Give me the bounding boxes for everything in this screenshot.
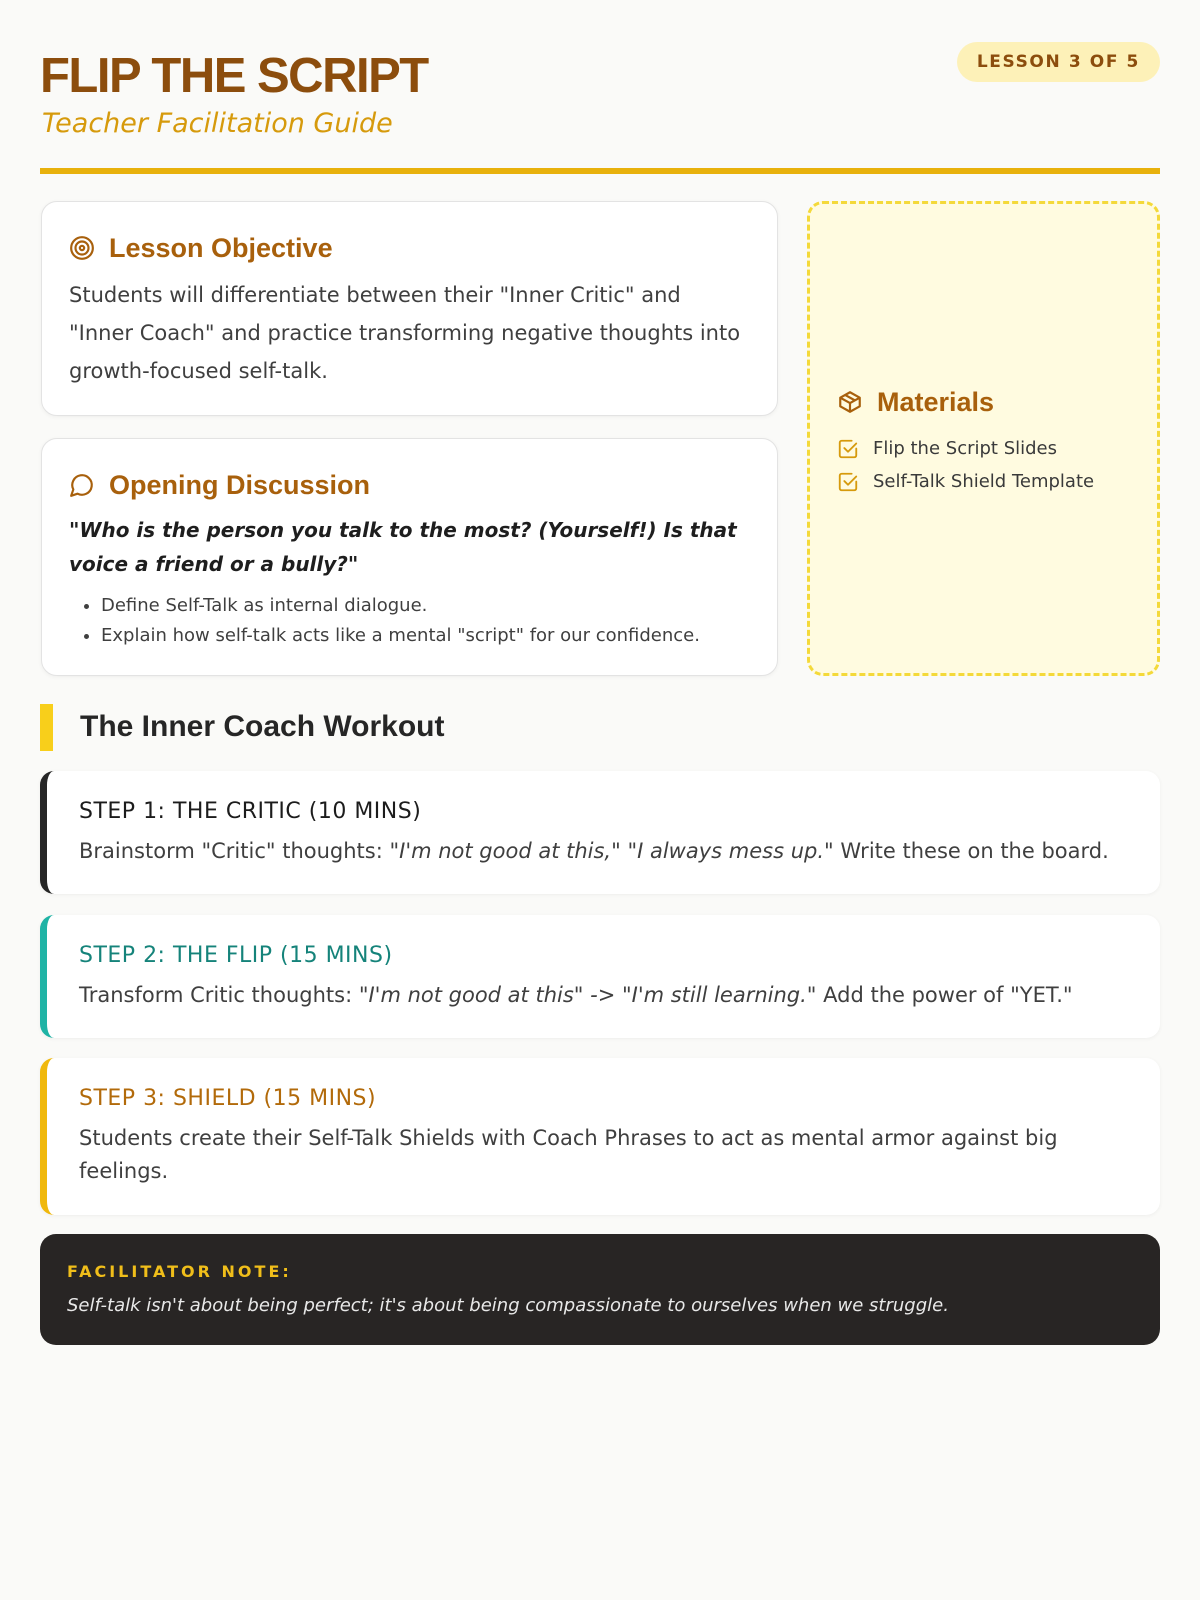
- step-card-critic: [40, 771, 1160, 894]
- step-text-suffix: Add the power of "YET.": [816, 983, 1073, 1007]
- lesson-badge: LESSON 3 OF 5: [957, 42, 1160, 82]
- workout-section-header: [40, 703, 444, 751]
- material-label: Self-Talk Shield Template: [873, 471, 1095, 492]
- workout-section-title: The Inner Coach Workout: [80, 710, 445, 743]
- lesson-objective-text: Students will differentiate between their "Inner Critic" and "Inner Coach" and practice transforming negative thoughts into growth-focused self-talk.: [69, 283, 741, 383]
- materials-content: [837, 386, 1137, 498]
- step-text-suffix: Write these on the board.: [833, 839, 1109, 863]
- step-label: STEP 3: SHIELD (15 MINS): [79, 1086, 377, 1111]
- step-card-flip: [40, 915, 1160, 1038]
- materials-card: [807, 201, 1160, 676]
- checkbox-checked-icon: [837, 471, 859, 493]
- step-text: [79, 1122, 1128, 1188]
- facilitator-note-text: Self-talk isn't about being perfect; it's about being compassionate to ourselves when we struggle.: [67, 1295, 949, 1316]
- box-icon: [837, 389, 863, 415]
- list-item: • Explain how self-talk acts like a mental "script" for our confidence.: [101, 621, 750, 651]
- step-text: [79, 835, 1128, 868]
- step-text-prefix: Transform Critic thoughts:: [79, 983, 359, 1007]
- facilitator-note: [40, 1234, 1160, 1345]
- list-item: • Define Self-Talk as internal dialogue.: [101, 591, 750, 621]
- section-accent-bar: [40, 704, 53, 751]
- discussion-quote: "Who is the person you talk to the most? (Yourself!) Is that voice a friend or a bully?": [69, 518, 737, 576]
- facilitator-note-label: FACILITATOR NOTE:: [67, 1262, 292, 1281]
- list-item: [837, 465, 1137, 498]
- speech-bubble-icon: [69, 472, 95, 498]
- step-text-example: "I'm not good at this," "I always mess up.": [389, 839, 834, 863]
- step-label: STEP 2: THE FLIP (15 MINS): [79, 943, 393, 968]
- page-subtitle: Teacher Facilitation Guide: [42, 108, 393, 139]
- material-label: Flip the Script Slides: [873, 438, 1057, 459]
- target-icon: [69, 235, 95, 261]
- discussion-bullets: [69, 591, 750, 651]
- step-card-shield: [40, 1058, 1160, 1215]
- page: [40, 0, 1160, 1600]
- opening-discussion-header: [69, 469, 750, 501]
- lesson-objective-card: [41, 201, 778, 416]
- materials-title: Materials: [877, 387, 995, 417]
- step-label: STEP 1: THE CRITIC (10 MINS): [79, 799, 422, 824]
- step-text-example: "I'm not good at this" -> "I'm still learning.": [358, 983, 817, 1007]
- opening-discussion-card: [41, 438, 778, 676]
- lesson-objective-header: [69, 232, 750, 264]
- checkbox-checked-icon: [837, 438, 859, 460]
- step-text-prefix: Students create their Self-Talk Shields with Coach Phrases to act as mental armor against big feelings.: [79, 1126, 1058, 1183]
- opening-discussion-title: Opening Discussion: [109, 470, 371, 500]
- lesson-objective-title: Lesson Objective: [109, 233, 333, 263]
- materials-header: [837, 386, 1137, 418]
- page-title: FLIP THE SCRIPT: [40, 49, 428, 103]
- materials-list: [837, 432, 1137, 498]
- header: [40, 40, 1160, 174]
- step-text: [79, 979, 1128, 1012]
- step-text-prefix: Brainstorm "Critic" thoughts:: [79, 839, 390, 863]
- list-item: [837, 432, 1137, 465]
